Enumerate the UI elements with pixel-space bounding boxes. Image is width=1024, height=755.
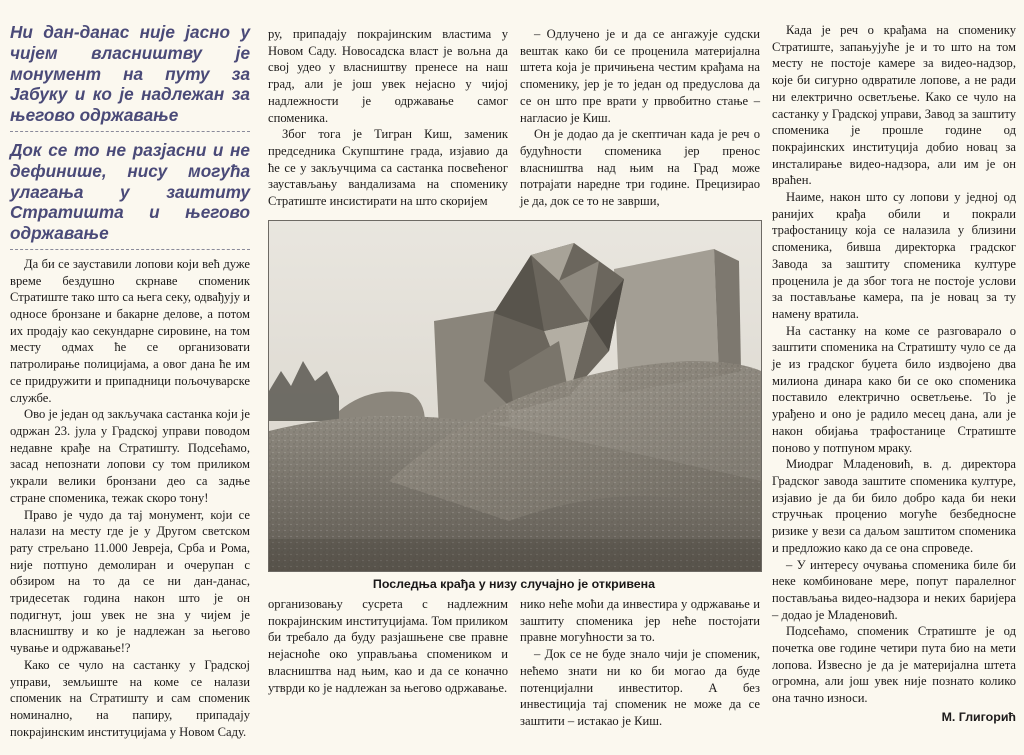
paragraph: Ово је један од закључака састанка који је одржан 23. јула у Градској управи поводом недавне крађе на Стратишту. Подсећамо, засад непознати лопови су том приликом украли велики бронзани део са задње стране споменика, тежак скоро тону!: [10, 407, 250, 505]
paragraph: Да би се зауставили лопови који већ дуже време бездушно скрнаве споменик Стратиште тако што са њега секу, одвађују и односе бронзане и бакарне делове, а потом их продају као секундарне сировине, на том месту одмах ће се организовати патролирање полицијама, а овог дана ће им се придружити и припадници пољочуварске службе.: [10, 256, 250, 405]
divider: [10, 249, 250, 250]
photo-caption: Последња крађа у низу случајно је откривена: [372, 577, 656, 591]
paragraph: Он је додао да је скептичан када је реч о будућности споменика јер пренос власништва над њим на Град може потрајати наредне три године. Прецизирао је да, док се то не заврши,: [520, 127, 760, 209]
paragraph: – У интересу очувања споменика биле би неке комбиноване мере, попут паралелног постављања видео-надзора и неких баријера – додао је Младеновић.: [772, 557, 1016, 622]
headline-secondary: Док се то не разјасни и не дефинише, нису могућа улагања у заштиту Стратишта и његово одржавање: [10, 139, 250, 244]
paragraph: Подсећамо, споменик Стратиште је од почетка ове године четири пута био на мети лопова. Извесно је да је материјална штета огромна, али још увек није познато колико она тачно износи.: [772, 624, 1016, 706]
column-1: [10, 8, 250, 739]
paragraph: организовању сусрета с надлежним покрајинским институцијама. Том приликом би требало да буду разјашњене све правне нејасноће око управљања спомеником и власништва над њим, као и да се коначно утврди ко је надлежан за његово одржавање.: [268, 597, 508, 695]
column-1-body: [10, 256, 250, 740]
paragraph: – Одлучено је и да се ангажује судски вештак како би се проценила материјална штета која је причињена честим крађама на споменику, јер је то један од предуслова да се он што пре врати у првобитно стање – нагласио је Киш.: [520, 27, 760, 125]
column-2-bottom: [268, 596, 508, 726]
monument-photo: [268, 220, 762, 572]
paragraph: Када је реч о крађама на споменику Стратиште, запањујуће је и то што на том месту не постоје камере за видео-надзор, које би сигурно одвратиле лопове, а не ради ни електрично осветљење. Како се чуло на састанку у Градској управи, Завод за заштиту споменика је прошле године од покрајинских институција добио новац за инсталирање видео-надзора, али им је он враћен.: [772, 23, 1016, 188]
paragraph: Како се чуло на састанку у Градској управи, земљиште на коме се налази споменик на Стратишту и сам споменик номинално, на папиру, припадају покрајинским институцијама у Новом Саду.: [10, 657, 250, 739]
column-3-bottom: [520, 596, 760, 726]
paragraph: ру, припадају покрајинским властима у Новом Саду. Новосадска власт је вољна да свој удео у власништву пренесе на наш град, али је још увек нејасно у чијој надлежности је одржавање самог споменика.: [268, 27, 508, 125]
column-4: [772, 22, 1016, 722]
paragraph: Право је чудо да тај монумент, који се налази на месту где је у Другом светском рату стрељано 11.000 Јевреја, Срба и Рома, није потпуно демолиран и очерупан с обзиром на то да се ни дан-данас, тридесетак година након што је он подигнут, још увек не зна у чијем је власништву и ко је надлежан за његово чување и одржавање!?: [10, 507, 250, 656]
monument-photo-illustration: [269, 221, 761, 571]
paragraph: Наиме, након што су лопови у једној од ранијих крађа обили и покрали трафостаницу која се налазила у близини споменика, бивша директорка градског Завода за заштиту споменика културе проценила је да због тога не постоје услови за постављање камера, па је новац за ту намену вратила.: [772, 190, 1016, 321]
author-signature: М. Глигорић: [941, 709, 1016, 724]
paragraph: Миодраг Младеновић, в. д. директора Градског завода заштите споменика културе, изјавио је да би било добро када би неки стручњак проценио могуће безбедносне ризике у вези са даљом заштитом споменика и предложио како да се она спроведе.: [772, 457, 1016, 555]
paragraph: – Док се не буде знало чији је споменик, нећемо знати ни ко би могао да буде потенцијални инвеститор. А без инвестиција тај споменик не може да се заштити – истакао је Киш.: [520, 647, 760, 728]
divider: [10, 131, 250, 132]
paragraph: нико неће моћи да инвестира у одржавање и заштиту споменика јер неће постојати правне могућности за то.: [520, 597, 760, 645]
paragraph: Због тога је Тигран Киш, заменик председника Скупштине града, изјавио да ће се у закључцима са састанка посвећеног заустављању вандализама на споменику Стратиште инсистирати на што скоријем: [268, 127, 508, 209]
column-3-top: [520, 26, 760, 216]
headline-primary: Ни дан-данас није јасно у чијем власништву је монумент на путу за Јабуку и ко је надлежан за његово одржавање: [10, 22, 250, 126]
paragraph: На састанку на коме се разговарало о заштити споменика на Стратишту чуло се да је из градског буџета било издвојено два милиона динара како би се око споменика поставило електрично осветљење. То је урађено и оно је радило месец дана, али је након обијања трафостанице Стратиште поново у потпуном мраку.: [772, 323, 1016, 455]
column-2-top: [268, 26, 508, 216]
